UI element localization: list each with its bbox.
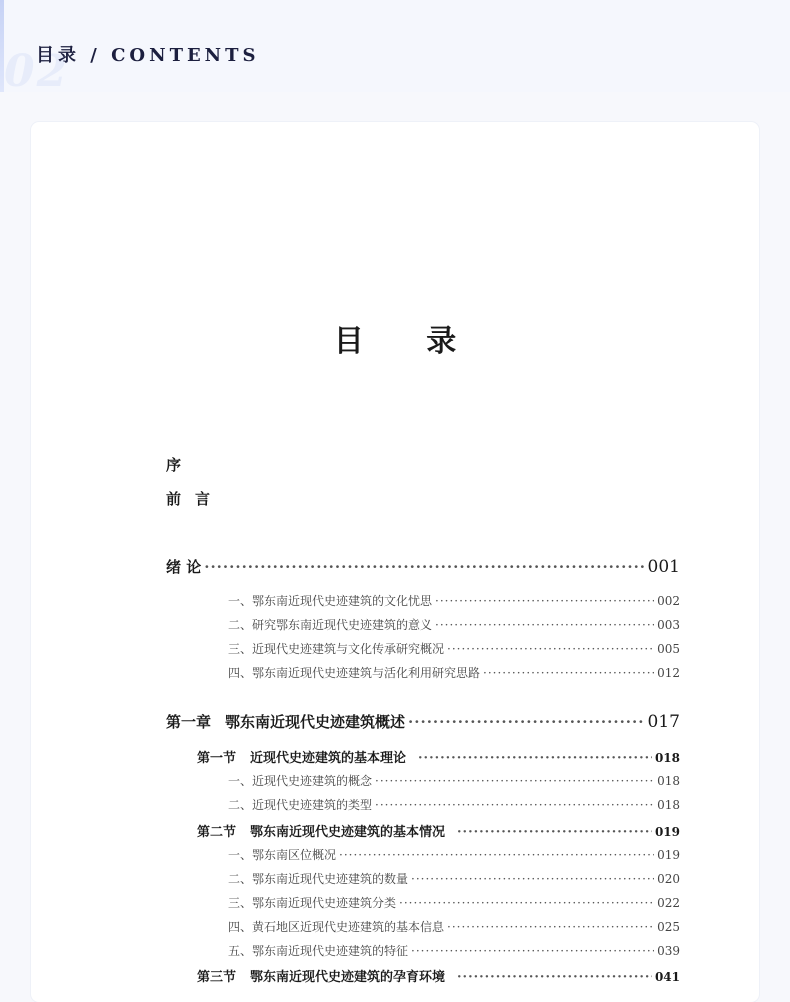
leader-dots xyxy=(435,618,654,632)
leader-dots xyxy=(399,896,654,910)
toc-entry-page: 017 xyxy=(647,712,680,732)
leader-dots xyxy=(408,713,645,731)
chapter-number: 第一章 xyxy=(166,713,212,731)
toc-item[interactable]: 二、研究鄂东南近现代史迹建筑的意义 ····· 003 xyxy=(228,616,680,633)
leader-dots xyxy=(483,666,654,680)
toc-item[interactable]: 三、鄂东南近现代史迹建筑分类 ····· 022 xyxy=(228,894,680,911)
page-header xyxy=(0,0,790,92)
leader-dots xyxy=(411,872,654,886)
leader-dots xyxy=(447,920,654,934)
leader-dots xyxy=(339,848,654,862)
toc-entry-chapter-1[interactable] xyxy=(166,711,680,732)
toc-item[interactable]: 二、近现代史迹建筑的类型 ····· 018 xyxy=(228,796,680,813)
toc-item[interactable]: 一、近现代史迹建筑的概念 ····· 018 xyxy=(228,772,680,789)
toc-item[interactable]: 二、鄂东南近现代史迹建筑的数量 ····· 020 xyxy=(228,870,680,887)
prelim-preface: 序 xyxy=(166,456,196,474)
toc-entry-section[interactable]: 第二节 鄂东南近现代史迹建筑的基本情况 ····· 019 xyxy=(197,821,680,840)
leader-dots xyxy=(457,970,652,985)
prelim-foreword: 前言 xyxy=(166,490,225,508)
leader-dots xyxy=(457,825,652,840)
leader-dots xyxy=(375,774,654,788)
toc-entry-page: 001 xyxy=(647,557,680,577)
toc-entry-label: 绪 论 xyxy=(166,558,202,576)
leader-dots xyxy=(435,594,654,608)
document-title: 目 录 xyxy=(333,324,483,359)
header-title: 目录 / CONTENTS xyxy=(36,45,260,66)
toc-item[interactable]: 一、鄂东南区位概况 ····· 019 xyxy=(228,846,680,863)
leader-dots xyxy=(204,558,644,576)
leader-dots xyxy=(447,642,654,656)
chapter-title: 鄂东南近现代史迹建筑概述 xyxy=(225,713,406,731)
toc-entry-section[interactable]: 第三节 鄂东南近现代史迹建筑的孕育环境 ····· 041 xyxy=(197,966,680,985)
header-ghost-number: 02 xyxy=(4,46,70,92)
toc-item[interactable]: 一、鄂东南近现代史迹建筑的文化忧思 ····· 002 xyxy=(228,592,680,609)
toc-item[interactable]: 四、黄石地区近现代史迹建筑的基本信息 ····· 025 xyxy=(228,918,680,935)
leader-dots xyxy=(418,751,652,766)
leader-dots xyxy=(411,944,654,958)
toc-item[interactable]: 四、鄂东南近现代史迹建筑与活化利用研究思路 ····· 012 xyxy=(228,664,680,681)
toc-item[interactable]: 五、鄂东南近现代史迹建筑的特征 ····· 039 xyxy=(228,942,680,959)
toc-entry-intro[interactable] xyxy=(166,556,680,577)
toc-entry-section[interactable]: 第一节 近现代史迹建筑的基本理论 ····· 018 xyxy=(197,747,680,766)
toc-item[interactable]: 三、近现代史迹建筑与文化传承研究概况 ····· 005 xyxy=(228,640,680,657)
leader-dots xyxy=(375,798,654,812)
